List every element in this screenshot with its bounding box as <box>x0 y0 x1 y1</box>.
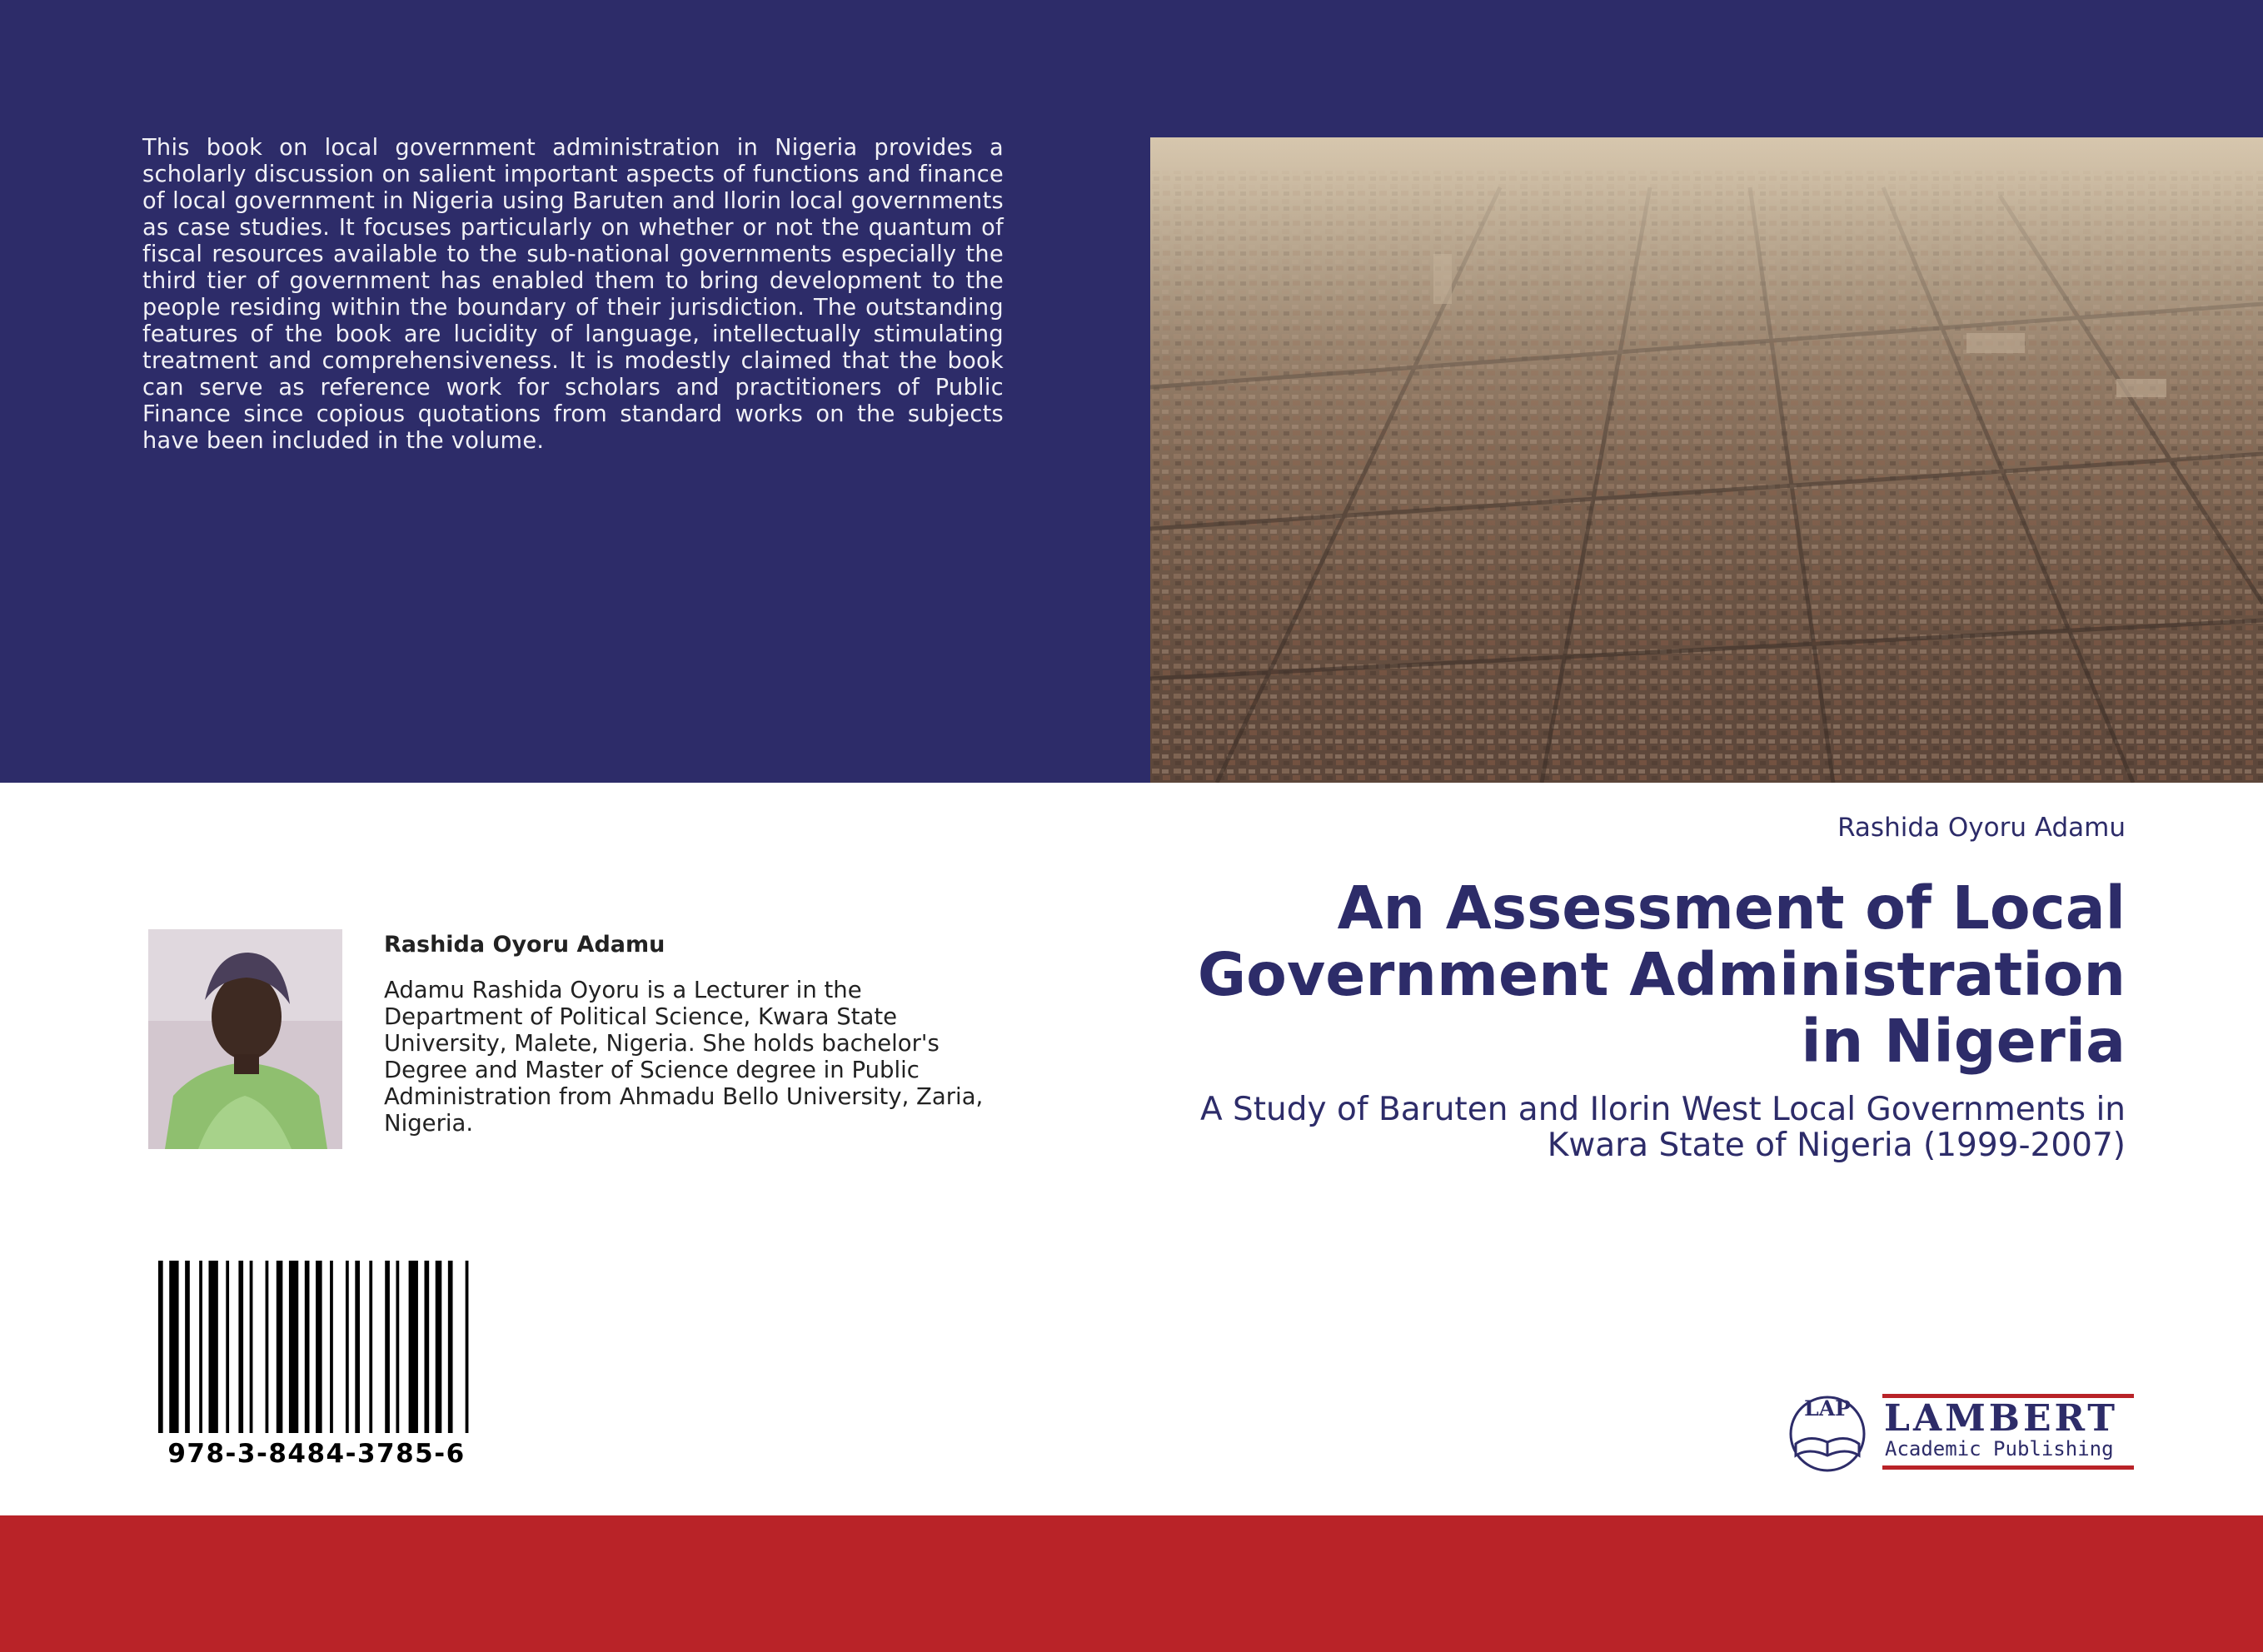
barcode-bar <box>250 1261 253 1433</box>
barcode-bar <box>396 1261 399 1433</box>
barcode-bar <box>330 1261 333 1433</box>
publisher-logo <box>1784 1382 2142 1478</box>
barcode-bar <box>277 1261 283 1433</box>
bio-text: Adamu Rashida Oyoru is a Lecturer in the Department of Political Science, Kwara State University, Malete, Nigeria. She holds bachelor's Degree and Master of Science degree in Public Administration from Ahmadu Bello University, Zaria, Nigeria. <box>384 977 984 1137</box>
open-book-emblem <box>1791 1396 1864 1470</box>
aerial-city-photo <box>1150 137 2263 783</box>
barcode-bar <box>355 1261 360 1433</box>
barcode-bar <box>409 1261 418 1433</box>
barcode-bar <box>385 1261 390 1433</box>
barcode-bar <box>425 1261 430 1433</box>
publisher-emblem-text: LAP <box>1804 1396 1851 1421</box>
barcode-bar <box>346 1261 349 1433</box>
bio-author-name: Rashida Oyoru Adamu <box>384 932 665 958</box>
book-title: An Assessment of Local Government Administration in Nigeria <box>1197 873 2126 1076</box>
barcode-bar <box>266 1261 269 1433</box>
book-subtitle: A Study of Baruten and Ilorin West Local Governments in Kwara State of Nigeria (1999-2007) <box>1199 1091 2126 1164</box>
back-cover-blurb: This book on local government administration in Nigeria provides a scholarly discussion on salient important aspects of functions and finance of local government in Nigeria using Baruten and Ilorin local governments as case studies. It focuses particularly on whether or not the quantum of fiscal resources available to the sub-national governments especially the third tier of government has enabled them to bring development to the people residing within the boundary of their jurisdiction. The outstanding features of the book are lucidity of language, intellectually stimulating treatment and comprehensiveness. It is modestly claimed that the book can serve as reference work for scholars and practitioners of Public Finance since copious quotations from standard works on the subjects have been included in the volume. <box>142 135 1004 454</box>
barcode-bar <box>169 1261 178 1433</box>
isbn-number: 978-3-8484-3785-6 <box>167 1439 466 1469</box>
barcode-bar <box>289 1261 298 1433</box>
barcode-bar <box>238 1261 243 1433</box>
barcode-bar <box>316 1261 322 1433</box>
barcode-bar <box>185 1261 190 1433</box>
barcode-bar <box>436 1261 442 1433</box>
barcode-bar <box>226 1261 229 1433</box>
barcode-bar <box>158 1261 163 1433</box>
front-author-name: Rashida Oyoru Adamu <box>1837 813 2126 843</box>
author-portrait <box>148 929 342 1149</box>
barcode-bar <box>199 1261 202 1433</box>
bottom-red-band <box>0 1515 2263 1652</box>
barcode-bar <box>466 1261 469 1433</box>
barcode-bar <box>208 1261 217 1433</box>
publisher-name: LAMBERT <box>1884 1397 2119 1440</box>
publisher-tagline: Academic Publishing <box>1885 1437 2114 1460</box>
isbn-barcode <box>158 1261 475 1433</box>
barcode-bar <box>305 1261 310 1433</box>
barcode-bar <box>448 1261 453 1433</box>
barcode-bar <box>369 1261 372 1433</box>
